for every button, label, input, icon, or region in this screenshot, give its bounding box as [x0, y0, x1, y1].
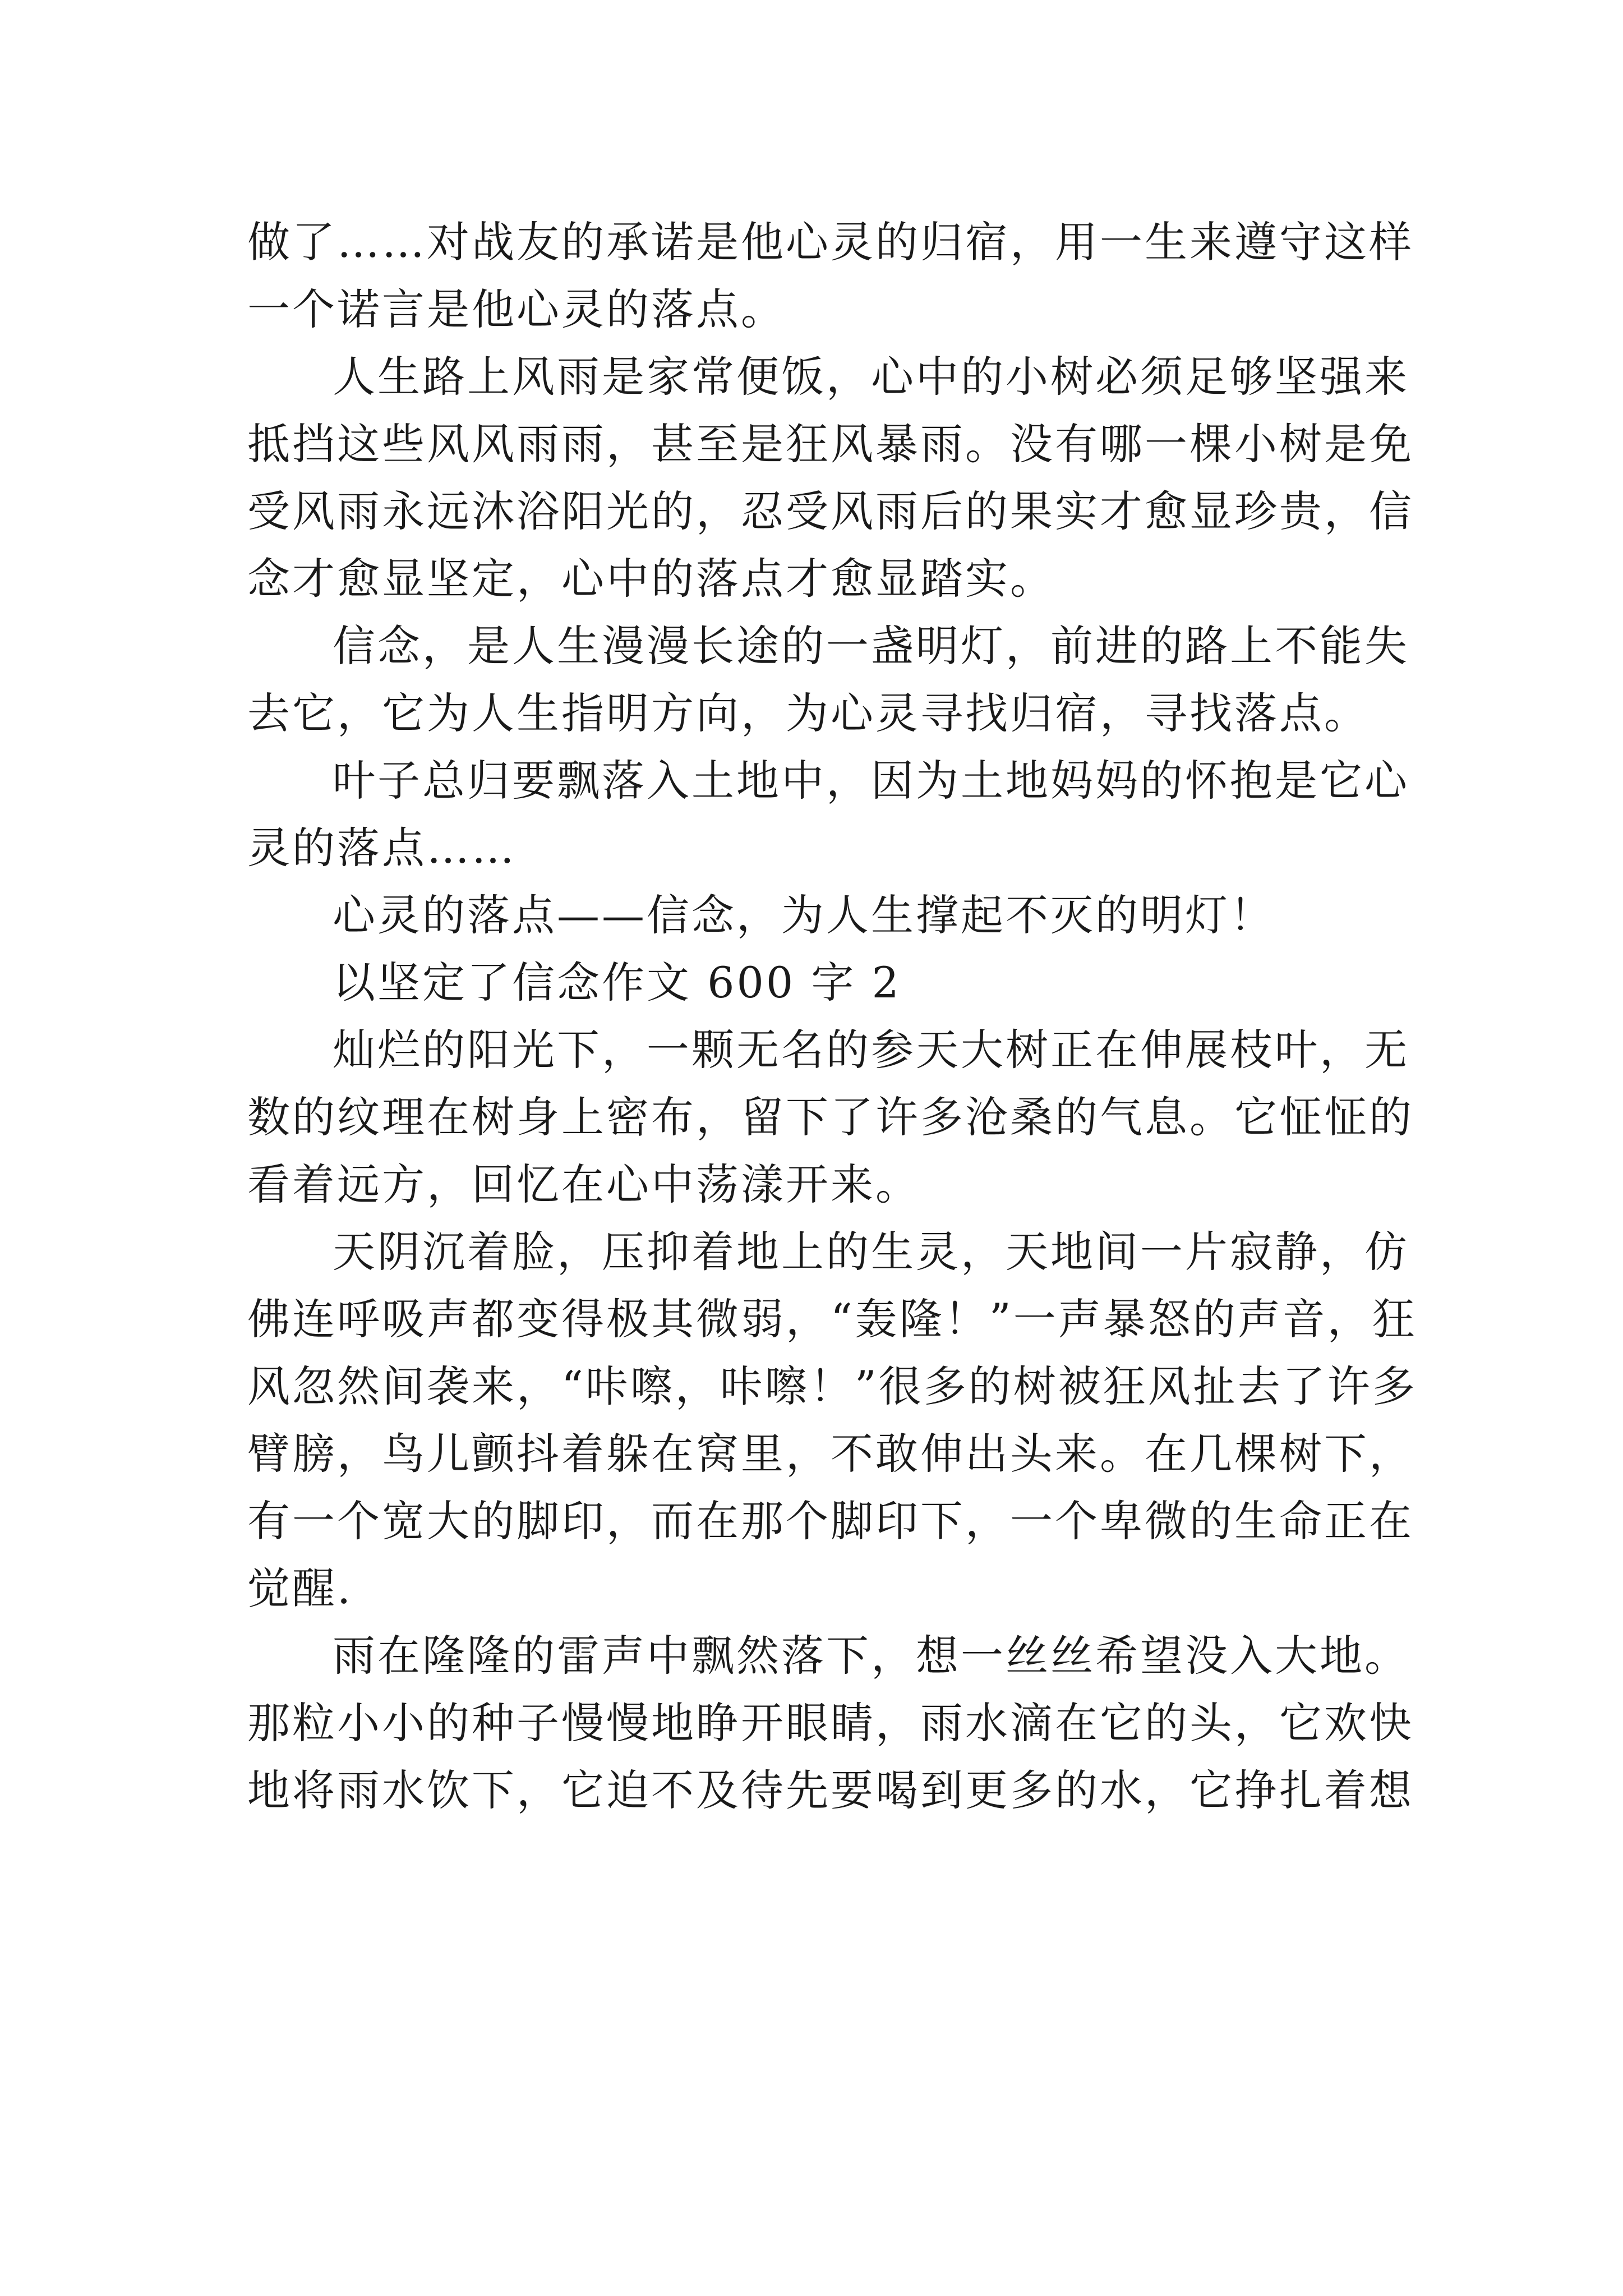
text-line: 天阴沉着脸，压抑着地上的生灵，天地间一片寂静，仿	[333, 1227, 1409, 1277]
text-line: 佛连呼吸声都变得极其微弱，“轰隆！”一声暴怒的声音，狂	[247, 1294, 1417, 1344]
text-line: 受风雨永远沐浴阳光的，忍受风雨后的果实才愈显珍贵，信	[247, 486, 1414, 536]
text-line: 那粒小小的种子慢慢地睁开眼睛，雨水滴在它的头，它欢快	[247, 1698, 1414, 1748]
text-line: 念才愈显坚定，心中的落点才愈显踏实。	[247, 554, 1055, 604]
text-line: 叶子总归要飘落入土地中，因为土地妈妈的怀抱是它心	[333, 756, 1409, 806]
document-body	[247, 209, 1417, 1824]
text-line: 做了……对战友的承诺是他心灵的归宿，用一生来遵守这样	[247, 217, 1414, 267]
text-line: 信念，是人生漫漫长途的一盏明灯，前进的路上不能失	[333, 621, 1409, 671]
text-line: 数的纹理在树身上密布，留下了许多沧桑的气息。它怔怔的	[247, 1092, 1414, 1142]
text-line: 抵挡这些风风雨雨，甚至是狂风暴雨。没有哪一棵小树是免	[247, 419, 1414, 469]
text-line: 觉醒.	[247, 1563, 353, 1613]
text-line: 臂膀，鸟儿颤抖着躲在窝里，不敢伸出头来。在几棵树下，	[247, 1429, 1414, 1479]
text-line: 地将雨水饮下，它迫不及待先要喝到更多的水，它挣扎着想	[247, 1765, 1414, 1815]
text-line: 以坚定了信念作文 600 字 2	[333, 958, 901, 1007]
text-line: 雨在隆隆的雷声中飘然落下，想一丝丝希望没入大地。	[333, 1631, 1409, 1681]
text-line: 心灵的落点——信念，为人生撑起不灭的明灯！	[333, 890, 1275, 940]
text-line: 去它，它为人生指明方向，为心灵寻找归宿，寻找落点。	[247, 688, 1369, 738]
text-line: 有一个宽大的脚印，而在那个脚印下，一个卑微的生命正在	[247, 1496, 1414, 1546]
text-line: 人生路上风雨是家常便饭，心中的小树必须足够坚强来	[333, 352, 1409, 402]
text-lines	[247, 209, 1417, 1824]
text-line: 一个诺言是他心灵的落点。	[247, 284, 786, 334]
text-line: 灿烂的阳光下，一颗无名的参天大树正在伸展枝叶，无	[333, 1025, 1409, 1075]
text-line: 风忽然间袭来，“咔嚓，咔嚓！”很多的树被狂风扯去了许多	[247, 1361, 1417, 1411]
text-line: 灵的落点……	[247, 823, 517, 873]
text-line: 看着远方，回忆在心中荡漾开来。	[247, 1159, 920, 1209]
